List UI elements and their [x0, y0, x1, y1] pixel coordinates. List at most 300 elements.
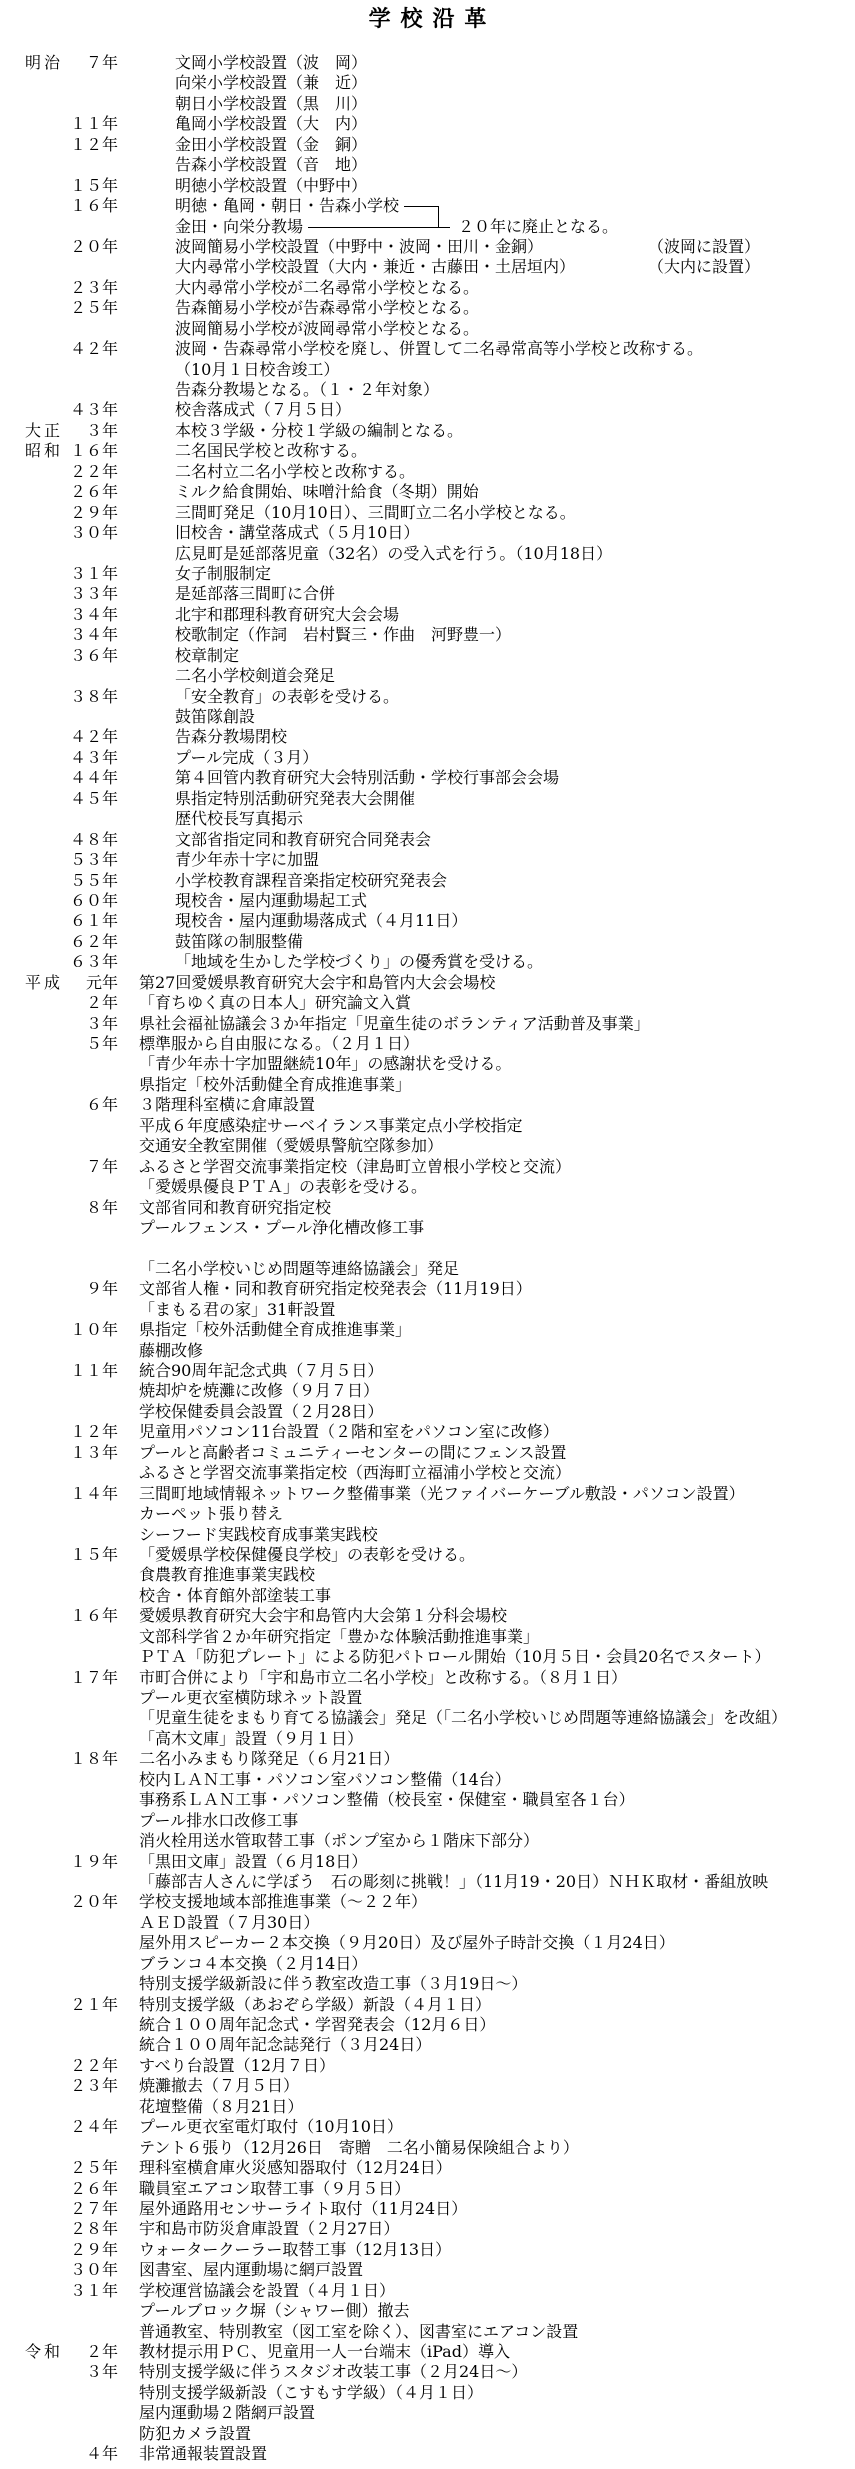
timeline-row	[0, 1361, 855, 1381]
timeline-row	[0, 176, 855, 196]
event-text: 波岡簡易小学校が波岡尋常小学校となる。	[175, 318, 480, 338]
event-text: 「藤部吉人さんに学ぼう 石の彫刻に挑戦！」（11月19・20日）ＮＨＫ取材・番組放映	[139, 1871, 769, 1891]
timeline-row	[0, 1525, 855, 1545]
event-text: 「愛媛県学校保健優良学校」の表彰を受ける。	[139, 1544, 476, 1564]
event-remark: ２０年に廃止となる。	[458, 216, 619, 236]
event-text: プール完成（３月）	[175, 747, 319, 767]
year-label: ３６年	[69, 645, 118, 665]
timeline-row	[0, 871, 855, 891]
year-label: １４年	[69, 1483, 118, 1503]
year-label: ６２年	[69, 931, 118, 951]
event-text: プールと高齢者コミュニティーセンターの間にフェンス設置	[139, 1442, 567, 1462]
era-group	[0, 973, 855, 2342]
year-label: ３８年	[69, 686, 118, 706]
event-text: 向栄小学校設置（兼 近）	[175, 73, 368, 93]
year-label: ２７年	[69, 2198, 118, 2218]
timeline-row	[0, 973, 855, 993]
era-group	[0, 53, 855, 421]
event-text: 県指定特別活動研究発表大会開催	[175, 788, 416, 808]
event-text: 「育ちゆく真の日本人」研究論文入賞	[139, 993, 412, 1013]
timeline-row	[0, 1729, 855, 1749]
event-text: 統合90周年記念式典（７月５日）	[139, 1361, 384, 1380]
year-label: ３年	[85, 1013, 118, 1033]
event-text: 校内ＬＡＮ工事・パソコン室パソコン整備（14台）	[139, 1769, 511, 1789]
timeline-row	[0, 1933, 855, 1953]
timeline-row	[0, 2138, 855, 2158]
year-label: ３０年	[69, 2260, 118, 2280]
year-label: ２６年	[69, 482, 118, 502]
event-text: 特別支援学級新設（こすもす学級）（４月１日）	[139, 2382, 484, 2402]
timeline-row	[0, 94, 855, 114]
timeline-row	[0, 727, 855, 747]
year-label: ４２年	[69, 727, 118, 747]
year-label: ２４年	[69, 2117, 118, 2137]
event-text: 鼓笛隊創設	[175, 707, 256, 726]
year-label: ２年	[85, 2342, 118, 2361]
event-text: 児童用パソコン11台設置（２階和室をパソコン室に改修）	[139, 1422, 559, 1442]
year-label: ４３年	[69, 400, 118, 420]
event-text: 「愛媛県優良ＰＴＡ」の表彰を受ける。	[139, 1177, 428, 1197]
event-text: 宇和島市防災倉庫設置（２月27日）	[139, 2219, 400, 2239]
event-text: 三間町発足（10月10日）、三間町立二名小学校となる。	[175, 502, 576, 522]
event-text: 県指定「校外活動健全育成推進事業」	[139, 1320, 412, 1340]
event-text: 学校運営協議会を設置（４月１日）	[139, 2280, 396, 2300]
event-text: 食農教育推進事業実践校	[139, 1565, 316, 1585]
timeline-row	[0, 2158, 855, 2178]
year-label: ３４年	[69, 604, 118, 624]
timeline-row	[0, 237, 855, 257]
year-label: ２３年	[69, 2076, 118, 2096]
timeline-row	[0, 441, 855, 461]
event-text: プール排水口改修工事	[139, 1810, 299, 1830]
year-label: １９年	[69, 1851, 118, 1871]
year-label: １６年	[69, 196, 118, 216]
event-text: 交通安全教室開催（愛媛県警航空隊参加）	[139, 1136, 444, 1156]
event-text: 図書室、屋内運動場に網戸設置	[139, 2260, 364, 2280]
timeline-row	[0, 625, 855, 645]
year-label: １５年	[69, 1544, 118, 1564]
event-text: 明徳・亀岡・朝日・告森小学校	[175, 196, 400, 216]
era-name: 明治	[25, 53, 64, 72]
timeline-row	[0, 2076, 855, 2096]
timeline-row	[0, 932, 855, 952]
event-text: 校舎落成式（７月５日）	[175, 400, 352, 420]
timeline-row	[0, 462, 855, 482]
timeline-row	[0, 1279, 855, 1299]
event-text: 第４回管内教育研究大会特別活動・学校行事部会会場	[175, 768, 560, 788]
timeline-row	[0, 809, 855, 829]
timeline-row	[0, 952, 855, 972]
timeline-row	[0, 2383, 855, 2403]
event-text: 告森分教場となる。（１・２年対象）	[175, 380, 440, 399]
event-text: 告森分教場閉校	[175, 727, 288, 747]
timeline-row	[0, 1300, 855, 1320]
event-text: 三間町地域情報ネットワーク整備事業（光ファイバーケーブル敷設・パソコン設置）	[139, 1483, 745, 1503]
timeline-row	[0, 1218, 855, 1238]
year-label: ３年	[85, 420, 118, 440]
era-group	[0, 2342, 855, 2465]
timeline-row	[0, 993, 855, 1013]
timeline-row	[0, 1688, 855, 1708]
timeline-row	[0, 2362, 855, 2382]
timeline-row	[0, 482, 855, 502]
event-text: 統合１００周年記念式・学習発表会（12月６日）	[139, 2015, 496, 2034]
year-label: ２１年	[69, 1994, 118, 2014]
timeline-row	[0, 319, 855, 339]
timeline-row	[0, 544, 855, 564]
timeline-row	[0, 2240, 855, 2260]
event-text: 金田・向栄分教場	[175, 216, 304, 236]
timeline-row	[0, 360, 855, 380]
timeline-row	[0, 339, 855, 359]
event-text: 本校３学級・分校１学級の編制となる。	[175, 420, 464, 440]
timeline-row	[0, 1054, 855, 1074]
event-text: ウォータークーラー取替工事（12月13日）	[139, 2239, 452, 2259]
event-text: 特別支援学級（あおぞら学級）新設（４月１日）	[139, 1994, 492, 2014]
timeline-row	[0, 2035, 855, 2055]
timeline-row	[0, 1872, 855, 1892]
year-label: １２年	[69, 1422, 118, 1442]
event-text: 校舎・体育館外部塗装工事	[139, 1585, 332, 1605]
event-text: 理科室横倉庫火災感知器取付（12月24日）	[139, 2158, 452, 2178]
timeline-row	[0, 1668, 855, 1688]
timeline-row	[0, 421, 855, 441]
event-text: 明徳小学校設置（中野中）	[175, 175, 368, 195]
year-label: ７年	[85, 1156, 118, 1176]
timeline-row	[0, 135, 855, 155]
event-text: 花壇整備（８月21日）	[139, 2096, 304, 2116]
timeline-row	[0, 1565, 855, 1585]
timeline-row	[0, 73, 855, 93]
bracket-top-line	[404, 206, 438, 207]
event-text: 鼓笛隊の制服整備	[175, 931, 304, 951]
event-text: 標準服から自由服になる。（２月１日）	[139, 1034, 420, 1053]
timeline-row	[0, 2322, 855, 2342]
year-label: １６年	[69, 1606, 118, 1626]
year-label: １０年	[69, 1320, 118, 1340]
timeline-row	[0, 687, 855, 707]
event-text: ＰＴＡ「防犯プレート」による防犯パトロール開始（10月５日・会員20名でスタート）	[139, 1647, 771, 1667]
timeline-row	[0, 2281, 855, 2301]
timeline-row	[0, 1075, 855, 1095]
timeline-row	[0, 1095, 855, 1115]
event-text: 消火栓用送水管取替工事（ポンプ室から１階床下部分）	[139, 1831, 540, 1851]
event-text: 普通教室、特別教室（図工室を除く）、図書室にエアコン設置	[139, 2321, 579, 2341]
event-text: 屋内運動場２階網戸設置	[139, 2403, 316, 2423]
event-text: シーフード実践校育成事業実践校	[139, 1524, 378, 1544]
event-text: カーペット張り替え	[139, 1504, 284, 1524]
year-label: １７年	[69, 1667, 118, 1687]
era-group	[0, 441, 855, 972]
timeline-row	[0, 1259, 855, 1279]
timeline-row	[0, 789, 855, 809]
timeline-row	[0, 1504, 855, 1524]
event-text: 二名国民学校と改称する。	[175, 441, 368, 461]
event-text: 広見町是延部落児童（32名）の受入式を行う。（10月18日）	[175, 543, 613, 563]
event-text: 歴代校長写真掲示	[175, 809, 304, 829]
event-text: 文部省指定同和教育研究合同発表会	[175, 829, 432, 849]
year-label: ２８年	[69, 2219, 118, 2239]
timeline-row	[0, 2403, 855, 2423]
year-label: ４年	[85, 2444, 118, 2464]
event-text: 特別支援学級に伴うスタジオ改装工事（２月24日～）	[139, 2362, 528, 2382]
year-label: ６０年	[69, 890, 118, 910]
timeline-row	[0, 707, 855, 727]
event-text: 大内尋常小学校が二名尋常小学校となる。	[175, 277, 480, 297]
event-text: 「高木文庫」設置（９月１日）	[139, 1728, 364, 1748]
timeline-row	[0, 1892, 855, 1912]
event-text: 「黒田文庫」設置（６月18日）	[139, 1851, 368, 1871]
event-text: 校章制定	[175, 645, 240, 665]
year-label: ４８年	[69, 829, 118, 849]
timeline-row	[0, 584, 855, 604]
event-text: ミルク給食開始、味噌汁給食（冬期）開始	[175, 482, 479, 502]
timeline-row	[0, 1831, 855, 1851]
event-text: 二名村立二名小学校と改称する。	[175, 461, 416, 481]
timeline-row	[0, 830, 855, 850]
event-text: プール更衣室横防球ネット設置	[139, 1688, 363, 1707]
year-label: ４４年	[69, 768, 118, 788]
event-text: 文部省人権・同和教育研究指定校発表会（11月19日）	[139, 1279, 532, 1299]
event-text: 教材提示用ＰＣ、児童用一人一台端末（iPad）導入	[139, 2342, 510, 2361]
timeline-row	[0, 1177, 855, 1197]
timeline-row	[0, 1586, 855, 1606]
event-text: 市町合併により「宇和島市立二名小学校」と改称する。（８月１日）	[139, 1667, 628, 1687]
year-label: ３１年	[69, 563, 118, 583]
event-text: ふるさと学習交流事業指定校（津島町立曽根小学校と交流）	[139, 1156, 572, 1176]
year-label: １６年	[69, 441, 118, 461]
year-label: ３１年	[69, 2280, 118, 2300]
year-label: ２０年	[69, 1892, 118, 1912]
event-text: 女子制服制定	[175, 563, 272, 583]
timeline-row	[0, 1606, 855, 1626]
timeline-row	[0, 1545, 855, 1565]
event-text: ふるさと学習交流事業指定校（西海町立福浦小学校と交流）	[139, 1463, 572, 1483]
event-text: 防犯カメラ設置	[139, 2423, 252, 2443]
event-location: （波岡に設置）	[648, 236, 761, 256]
event-text: 波岡簡易小学校設置（中野中・波岡・田川・金銅）	[175, 236, 544, 256]
timeline-row	[0, 1116, 855, 1136]
year-label: ４３年	[69, 747, 118, 767]
timeline-row	[0, 1995, 855, 2015]
event-text: 屋外通路用センサーライト取付（11月24日）	[139, 2198, 468, 2218]
timeline-row	[0, 748, 855, 768]
era-name: 令和	[25, 2342, 64, 2361]
year-label: ５５年	[69, 870, 118, 890]
timeline-row	[0, 1708, 855, 1728]
timeline-row	[0, 891, 855, 911]
timeline-row	[0, 155, 855, 175]
event-text: （10月１日校舎竣工）	[175, 359, 340, 379]
timeline-row	[0, 53, 855, 73]
timeline-row	[0, 380, 855, 400]
timeline-row	[0, 2117, 855, 2137]
year-label: ２２年	[69, 461, 118, 481]
event-text: 朝日小学校設置（黒 川）	[175, 93, 368, 113]
year-label: ３３年	[69, 584, 118, 604]
event-text: 「安全教育」の表彰を受ける。	[175, 686, 400, 706]
timeline-row	[0, 2199, 855, 2219]
timeline-row	[0, 278, 855, 298]
timeline-row	[0, 1770, 855, 1790]
blank-row	[0, 1238, 855, 1258]
year-label: ２９年	[69, 2239, 118, 2259]
timeline-row	[0, 2056, 855, 2076]
era-name: 平成	[25, 972, 64, 992]
event-text: 波岡・告森尋常小学校を廃し、併置して二名尋常高等小学校と改称する。	[175, 339, 704, 359]
timeline-row	[0, 1463, 855, 1483]
event-text: 是延部落三間町に合併	[175, 584, 336, 604]
year-label: ２９年	[69, 502, 118, 522]
timeline-row	[0, 2342, 855, 2362]
year-label: ３年	[85, 2362, 118, 2382]
event-text: 文岡小学校設置（波 岡）	[175, 53, 368, 72]
event-text: プールブロック塀（シャワー側）撤去	[139, 2301, 410, 2321]
year-label: １８年	[69, 1749, 118, 1769]
timeline-row	[0, 1320, 855, 1340]
event-text: 第27回愛媛県教育研究大会宇和島管内大会会場校	[139, 972, 496, 992]
event-text: 学校支援地域本部推進事業（～２２年）	[139, 1892, 428, 1912]
timeline-row	[0, 1484, 855, 1504]
event-text: 二名小学校剣道会発足	[175, 666, 336, 686]
timeline-row	[0, 1422, 855, 1442]
year-label: 元年	[85, 972, 118, 992]
event-text: 統合１００周年記念誌発行（３月24日）	[139, 2035, 432, 2055]
event-text: 「二名小学校いじめ問題等連絡協議会」発足	[139, 1258, 460, 1278]
timeline-row	[0, 2097, 855, 2117]
timeline-row	[0, 1790, 855, 1810]
event-text: 焼灘撤去（７月５日）	[139, 2076, 300, 2096]
timeline-row	[0, 2444, 855, 2464]
timeline-row	[0, 2015, 855, 2035]
event-text: 県社会福祉協議会３か年指定「児童生徒のボランティア活動普及事業」	[139, 1013, 650, 1033]
event-text: プールフェンス・プール浄化槽改修工事	[139, 1217, 425, 1237]
event-text: テント６張り（12月26日 寄贈 二名小簡易保険組合より）	[139, 2137, 579, 2157]
year-label: ２０年	[69, 236, 118, 256]
timeline-row	[0, 768, 855, 788]
era-name: 昭和	[25, 441, 64, 461]
timeline-row	[0, 1852, 855, 1872]
timeline-row	[0, 646, 855, 666]
year-label: ２３年	[69, 277, 118, 297]
year-label: ９年	[85, 1279, 118, 1299]
timeline-row	[0, 911, 855, 931]
timeline-row	[0, 298, 855, 318]
timeline-row	[0, 1647, 855, 1667]
timeline-row	[0, 523, 855, 543]
event-location: （大内に設置）	[648, 257, 761, 277]
event-text: 文部省同和教育研究指定校	[139, 1197, 332, 1217]
event-text: 県指定「校外活動健全育成推進事業」	[139, 1074, 412, 1094]
timeline-row	[0, 1198, 855, 1218]
timeline-row	[0, 257, 855, 277]
event-text: すべり台設置（12月７日）	[139, 2055, 336, 2075]
event-text: 平成６年度感染症サーベイランス事業定点小学校指定	[139, 1115, 523, 1135]
timeline-row	[0, 1381, 855, 1401]
event-text: ３階理科室横に倉庫設置	[139, 1095, 316, 1115]
timeline-row	[0, 605, 855, 625]
year-label: ７年	[85, 53, 118, 72]
event-text: 「児童生徒をまもり育てる協議会」発足（「二名小学校いじめ問題等連絡協議会」を改組）	[139, 1708, 788, 1728]
event-text: 屋外用スピーカー２本交換（９月20日）及び屋外子時計交換（１月24日）	[139, 1933, 675, 1953]
timeline-row	[0, 1913, 855, 1933]
event-text: 文部科学省２か年研究指定「豊かな体験活動推進事業」	[139, 1626, 540, 1646]
timeline-row	[0, 2424, 855, 2444]
timeline-row	[0, 2301, 855, 2321]
event-text: 藤棚改修	[139, 1340, 204, 1360]
year-label: ８年	[85, 1197, 118, 1217]
year-label: ２年	[85, 993, 118, 1013]
event-text: 大内尋常小学校設置（大内・兼近・古藤田・土居垣内）	[175, 257, 576, 277]
event-text: 職員室エアコン取替工事（９月５日）	[139, 2178, 411, 2198]
year-label: ５３年	[69, 850, 118, 870]
year-label: ６１年	[69, 911, 118, 931]
timeline-row	[0, 1443, 855, 1463]
event-text: 金田小学校設置（金 銅）	[175, 134, 368, 154]
year-label: ４５年	[69, 788, 118, 808]
era-group	[0, 421, 855, 441]
event-text: 青少年赤十字に加盟	[175, 850, 320, 870]
timeline-row	[0, 1157, 855, 1177]
timeline-row	[0, 2260, 855, 2280]
year-label: １１年	[69, 1361, 118, 1380]
year-label: ３０年	[69, 523, 118, 543]
year-label: ２５年	[69, 298, 118, 318]
event-text: ＡＥＤ設置（７月30日）	[139, 1912, 320, 1932]
event-text: 事務系ＬＡＮ工事・パソコン整備（校長室・保健室・職員室各１台）	[139, 1790, 635, 1810]
event-text: 非常通報装置設置	[139, 2444, 268, 2464]
year-label: １５年	[69, 175, 118, 195]
year-label: ２２年	[69, 2055, 118, 2075]
history-timeline	[0, 53, 855, 2465]
year-label: １２年	[69, 134, 118, 154]
timeline-row	[0, 850, 855, 870]
year-label: ３４年	[69, 625, 118, 645]
timeline-row	[0, 2179, 855, 2199]
event-text: 現校舎・屋内運動場落成式（４月11日）	[175, 911, 468, 931]
year-label: １１年	[69, 114, 118, 134]
event-text: 校歌制定（作詞 岩村賢三・作曲 河野豊一）	[175, 625, 512, 645]
year-label: ６年	[85, 1095, 118, 1115]
timeline-row	[0, 1811, 855, 1831]
event-text: ブランコ４本交換（２月14日）	[139, 1953, 368, 1973]
timeline-row	[0, 1136, 855, 1156]
year-label: ５年	[85, 1034, 118, 1053]
timeline-row	[0, 1627, 855, 1647]
timeline-row	[0, 564, 855, 584]
year-label: ２５年	[69, 2158, 118, 2178]
timeline-row	[0, 1014, 855, 1034]
year-label: ４２年	[69, 339, 118, 359]
event-text: 亀岡小学校設置（大 内）	[175, 114, 368, 134]
event-text: 焼却炉を焼灘に改修（９月７日）	[139, 1381, 380, 1401]
timeline-row	[0, 1974, 855, 1994]
timeline-row	[0, 503, 855, 523]
year-label: ６３年	[69, 952, 118, 972]
event-text: 告森簡易小学校が告森尋常小学校となる。	[175, 298, 480, 318]
timeline-row	[0, 1034, 855, 1054]
bracket-vertical-line	[438, 206, 439, 227]
timeline-row	[0, 666, 855, 686]
timeline-row	[0, 1341, 855, 1361]
era-name: 大正	[25, 420, 64, 440]
year-label: １３年	[69, 1442, 118, 1462]
event-text: 「まもる君の家」31軒設置	[139, 1299, 336, 1319]
event-text: 二名小みまもり隊発足（６月21日）	[139, 1749, 400, 1769]
event-text: 特別支援学級新設に伴う教室改造工事（３月19日～）	[139, 1974, 528, 1994]
timeline-row	[0, 2219, 855, 2239]
event-text: 小学校教育課程音楽指定校研究発表会	[175, 870, 448, 890]
